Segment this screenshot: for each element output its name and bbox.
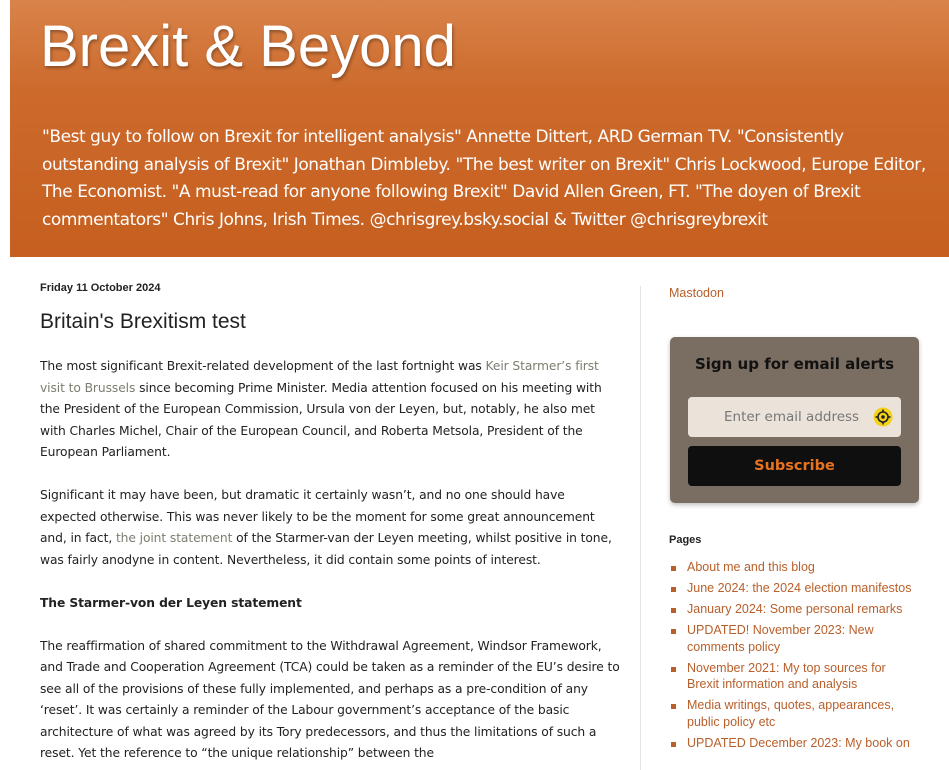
blog-header (10, 0, 949, 257)
signup-title: Sign up for email alerts (694, 355, 895, 373)
pages-list (669, 559, 919, 756)
post-body (40, 356, 620, 765)
list-item (669, 735, 919, 752)
blog-title[interactable]: Brexit & Beyond (40, 14, 456, 79)
list-item (669, 580, 919, 597)
post-date: Friday 11 October 2024 (40, 282, 161, 294)
page-link-personal-remarks[interactable]: January 2024: Some personal remarks (687, 602, 903, 616)
list-item (669, 622, 919, 655)
post-paragraph (40, 356, 620, 464)
paragraph-text: The most significant Brexit-related development of the last fortnight was (40, 359, 486, 373)
page-link-media-writings[interactable]: Media writings, quotes, appearances, public policy etc (687, 698, 895, 729)
email-field[interactable]: Enter email address (688, 397, 901, 437)
subscribe-button[interactable]: Subscribe (688, 446, 901, 486)
paragraph-text: since becoming Prime Minister. Media attention focused on his meeting with the President of the European Commission, Ursula von der Leyen, but, notably, he also met with Charles Michel, Chair of the European Council, and Roberta Metsola, President of the European Parliament. (40, 380, 602, 459)
list-item (669, 660, 919, 693)
list-item (669, 559, 919, 576)
post-paragraph (40, 485, 620, 571)
starmer-visit-link[interactable]: Keir Starmer’s first visit to Brussels (40, 359, 599, 395)
page-link-election-manifestos[interactable]: June 2024: the 2024 election manifestos (687, 581, 912, 595)
post-title[interactable]: Britain's Brexitism test (40, 310, 246, 333)
mastodon-link[interactable]: Mastodon (669, 286, 724, 300)
post-subheading (40, 593, 620, 615)
post-paragraph: The reaffirmation of shared commitment to the Withdrawal Agreement, Windsor Framework, and Trade and Cooperation Agreement (TCA) could be taken as a reminder of the EU’s desire to see all of the provisions of these fully implemented, and perhaps as a pre-condition of any ‘reset’. It was certainly a reminder of the Labour government’s acceptance of the basic architecture of what was agreed by its Tory predecessors, and thus the limitations of such a reset. Yet the reference to “the unique relationship” between the (40, 638, 620, 760)
page-link-book[interactable]: UPDATED December 2023: My book on (687, 735, 910, 750)
subheading-text: The Starmer-von der Leyen statement (40, 595, 302, 610)
post-main-column (40, 282, 620, 770)
email-signup-widget (670, 337, 919, 503)
paragraph-text: of the Starmer-van der Leyen meeting, whilst positive in tone, was fairly anodyne in content. Nevertheless, it did contain some points of interest. (40, 531, 612, 567)
sidebar (669, 286, 929, 750)
column-divider (640, 286, 641, 770)
list-item (669, 601, 919, 618)
page-link-comments-policy[interactable]: UPDATED! November 2023: New comments policy (687, 623, 874, 654)
joint-statement-link[interactable]: the joint statement (115, 531, 233, 545)
blog-description: "Best guy to follow on Brexit for intelligent analysis" Annette Dittert, ARD German TV. "Consistently outstanding analysis of Brexit" Jonathan Dimbleby. "The best writer on Brexit" Chris Lockwood, Europe Editor, The Economist. "A must-read for anyone following Brexit" David Allen Green, FT. "The doyen of Brexit commentators" Chris Johns, Irish Times. @chrisgrey.bsky.social & Twitter @chrisgreybrexit (42, 127, 926, 230)
paragraph-text: Significant it may have been, but dramatic it certainly wasn’t, and no one should have expected otherwise. This was never likely to be the moment for some great announcement and, in fact, (40, 488, 595, 545)
pages-heading: Pages (669, 534, 702, 546)
locate-icon[interactable] (873, 407, 893, 427)
page-link-about[interactable]: About me and this blog (687, 560, 815, 574)
page-link-top-sources[interactable]: November 2021: My top sources for Brexit information and analysis (687, 660, 886, 691)
list-item (669, 697, 919, 730)
